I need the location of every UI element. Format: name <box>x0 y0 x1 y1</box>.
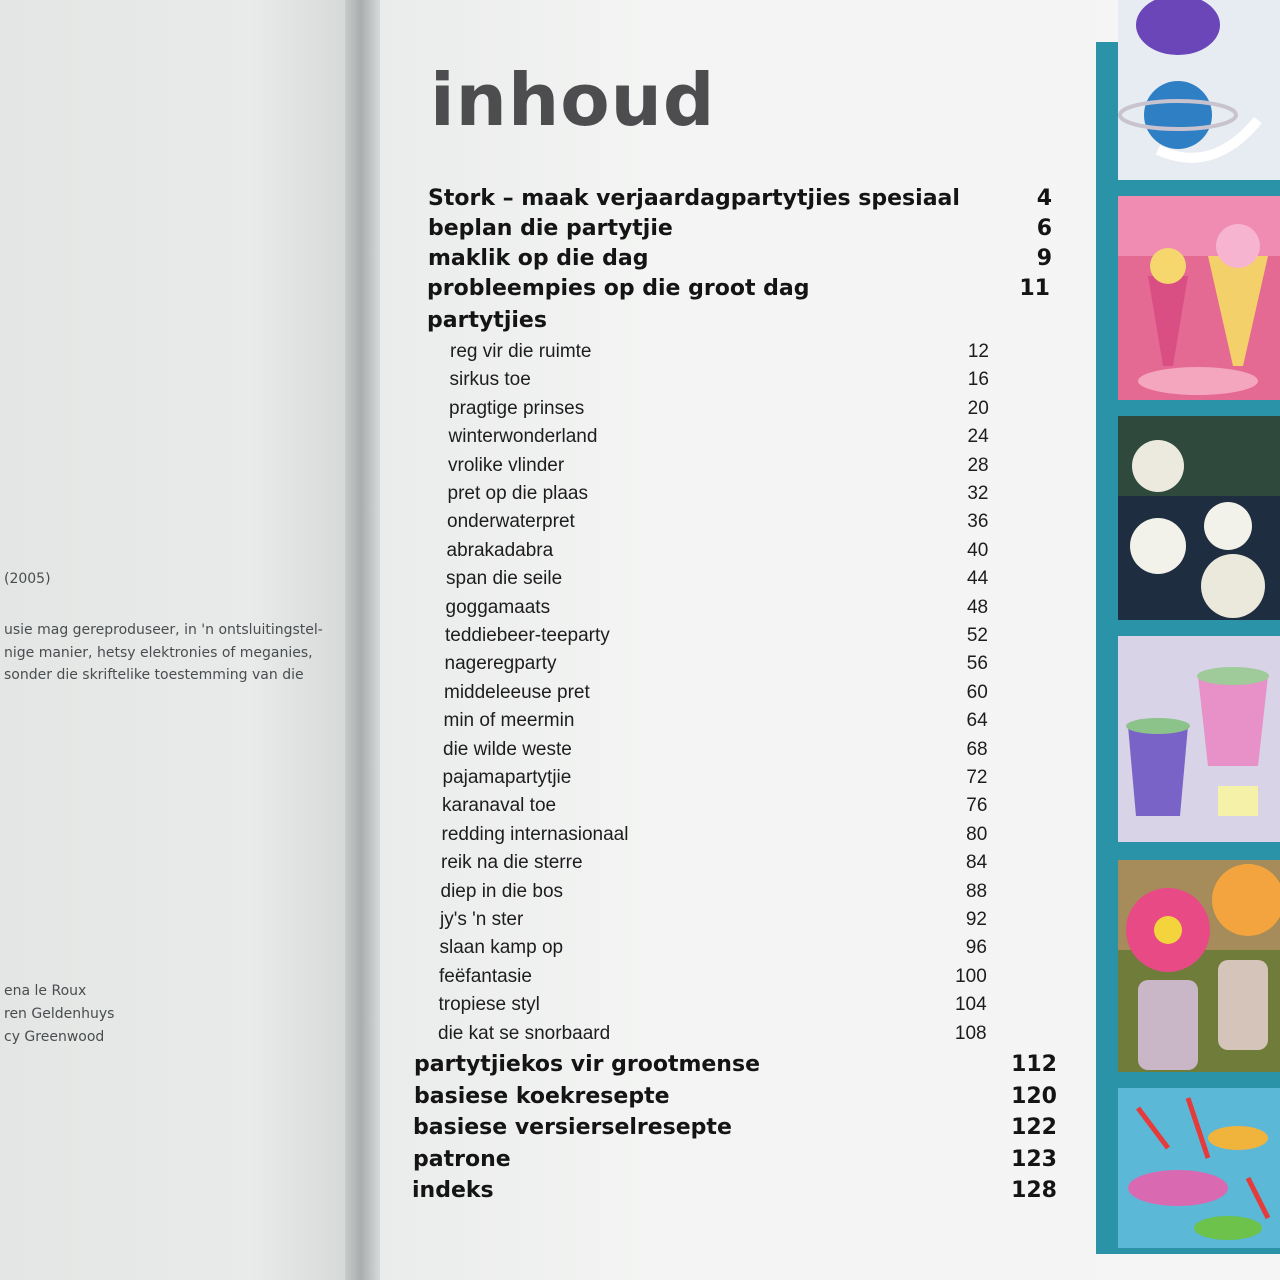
toc-entry-page: 108 <box>954 1022 987 1044</box>
toc-entry-page: 28 <box>967 454 989 476</box>
toc-entry-label: goggamaats <box>445 596 551 618</box>
toc-entry-page: 36 <box>967 511 989 533</box>
toc-entry-page: 123 <box>1011 1146 1057 1172</box>
toc-entry-label: min of meermin <box>443 710 575 732</box>
toc-entry-label: onderwaterpret <box>447 511 575 533</box>
toc-entry-page: 11 <box>1019 276 1050 301</box>
toc-entry-label: feëfantasie <box>439 965 532 987</box>
left-text-line: (2005) <box>4 571 51 587</box>
sheep-cupcakes-photo <box>1118 416 1280 620</box>
show-through-decoration <box>780 82 834 145</box>
toc-entry-label: patrone <box>413 1146 511 1172</box>
toc-entry-label: die wilde weste <box>443 738 572 760</box>
toc-entry-page: 120 <box>1011 1083 1057 1109</box>
toc-entry-label: basiese koekresepte <box>414 1083 670 1109</box>
toc-entry-label: indeks <box>412 1178 494 1203</box>
left-text-line: nige manier, hetsy elektronies of meganies, <box>4 645 313 661</box>
toc-entry-page: 96 <box>965 937 987 959</box>
toc-entry-label: abrakadabra <box>446 539 554 561</box>
toc-entry-page: 100 <box>955 965 987 987</box>
toc-entry-page: 128 <box>1011 1178 1057 1203</box>
toc-entry-label: reg vir die ruimte <box>450 341 592 362</box>
ice-cream-cone-cakes-photo <box>1118 196 1280 400</box>
left-credit-line: cy Greenwood <box>4 1029 105 1045</box>
toc-entry-page: 6 <box>1036 216 1052 241</box>
toc-entry-label: redding internasionaal <box>441 823 629 845</box>
toc-entry-page: 60 <box>966 681 988 703</box>
toc-entry-page: 68 <box>966 738 988 760</box>
toc-entry-label: beplan die partytjie <box>428 216 673 241</box>
toc-entry-label: span die seile <box>446 568 563 590</box>
toc-entry-page: 88 <box>965 880 988 902</box>
toc-entry-page: 20 <box>967 397 989 419</box>
page-title: inhoud <box>430 58 716 142</box>
toc-entry-page: 9 <box>1036 246 1052 271</box>
toc-entry-label: pragtige prinses <box>449 397 585 419</box>
toc-entry-label: pret op die plaas <box>447 483 588 504</box>
toc-entry-page: 112 <box>1011 1052 1057 1077</box>
planet-cupcakes-photo <box>1118 0 1280 180</box>
left-credit-line: ena le Roux <box>4 983 87 999</box>
toc-entry-page: 32 <box>967 483 989 504</box>
toc-entry-page: 104 <box>954 994 987 1016</box>
toc-entry-page: 40 <box>967 539 989 561</box>
toc-entry-label: probleempies op die groot dag <box>427 276 810 301</box>
toc-entry-label: winterwonderland <box>448 426 598 448</box>
toc-entry-label: karanaval toe <box>442 795 557 817</box>
toc-entry-page: 72 <box>966 767 988 788</box>
toc-entry-page: 64 <box>966 710 988 732</box>
toc-entry-page: 24 <box>967 426 989 448</box>
toc-entry-label: jy's 'n ster <box>440 909 524 930</box>
toc-entry-label: die kat se snorbaard <box>438 1022 611 1044</box>
toc-entry-page: 16 <box>967 369 989 391</box>
toc-entry-label: nageregparty <box>444 653 557 675</box>
toc-entry-label: partytjies <box>427 308 547 333</box>
toc-entry-page: 80 <box>966 823 988 845</box>
toc-entry-label: Stork – maak verjaardagpartytjies spesiaal <box>428 186 960 211</box>
flower-jar-sweets-photo <box>1118 860 1280 1072</box>
left-page <box>0 0 360 1280</box>
toc-entry-label: slaan kamp op <box>439 937 564 959</box>
fish-cake-photo <box>1118 1088 1280 1248</box>
toc-entry-page: 92 <box>965 909 987 930</box>
toc-entry-label: basiese versierselresepte <box>413 1115 732 1140</box>
toc-entry-label: partytjiekos vir grootmense <box>414 1052 760 1077</box>
toc-entry-label: middeleeuse pret <box>444 681 590 703</box>
toc-entry-page: 56 <box>966 653 988 675</box>
flower-pot-cakes-photo <box>1118 636 1280 842</box>
toc-entry-label: vrolike vlinder <box>448 454 565 476</box>
toc-entry-label: reik na die sterre <box>441 852 583 874</box>
toc-entry-label: diep in die bos <box>440 880 564 902</box>
left-credit-line: ren Geldenhuys <box>4 1006 115 1022</box>
toc-entry-label: sirkus toe <box>449 369 531 391</box>
toc-entry-page: 84 <box>966 852 988 874</box>
toc-entry-page: 52 <box>966 625 988 646</box>
toc-entry-label: pajamapartytjie <box>442 767 572 788</box>
toc-entry-label: teddiebeer-teeparty <box>445 625 610 646</box>
toc-entry-page: 4 <box>1036 186 1052 211</box>
toc-entry-label: maklik op die dag <box>428 246 649 271</box>
toc-entry-label: tropiese styl <box>438 994 540 1016</box>
toc-entry-page: 76 <box>966 795 988 817</box>
left-text-line: sonder die skriftelike toestemming van die <box>4 667 304 683</box>
toc-entry-page: 122 <box>1011 1115 1057 1140</box>
toc-entry-page: 44 <box>967 568 989 590</box>
toc-entry-page: 12 <box>967 341 989 362</box>
left-text-line: usie mag gereproduseer, in 'n ontsluitingstel- <box>4 622 323 638</box>
toc-entry-page: 48 <box>966 596 989 618</box>
